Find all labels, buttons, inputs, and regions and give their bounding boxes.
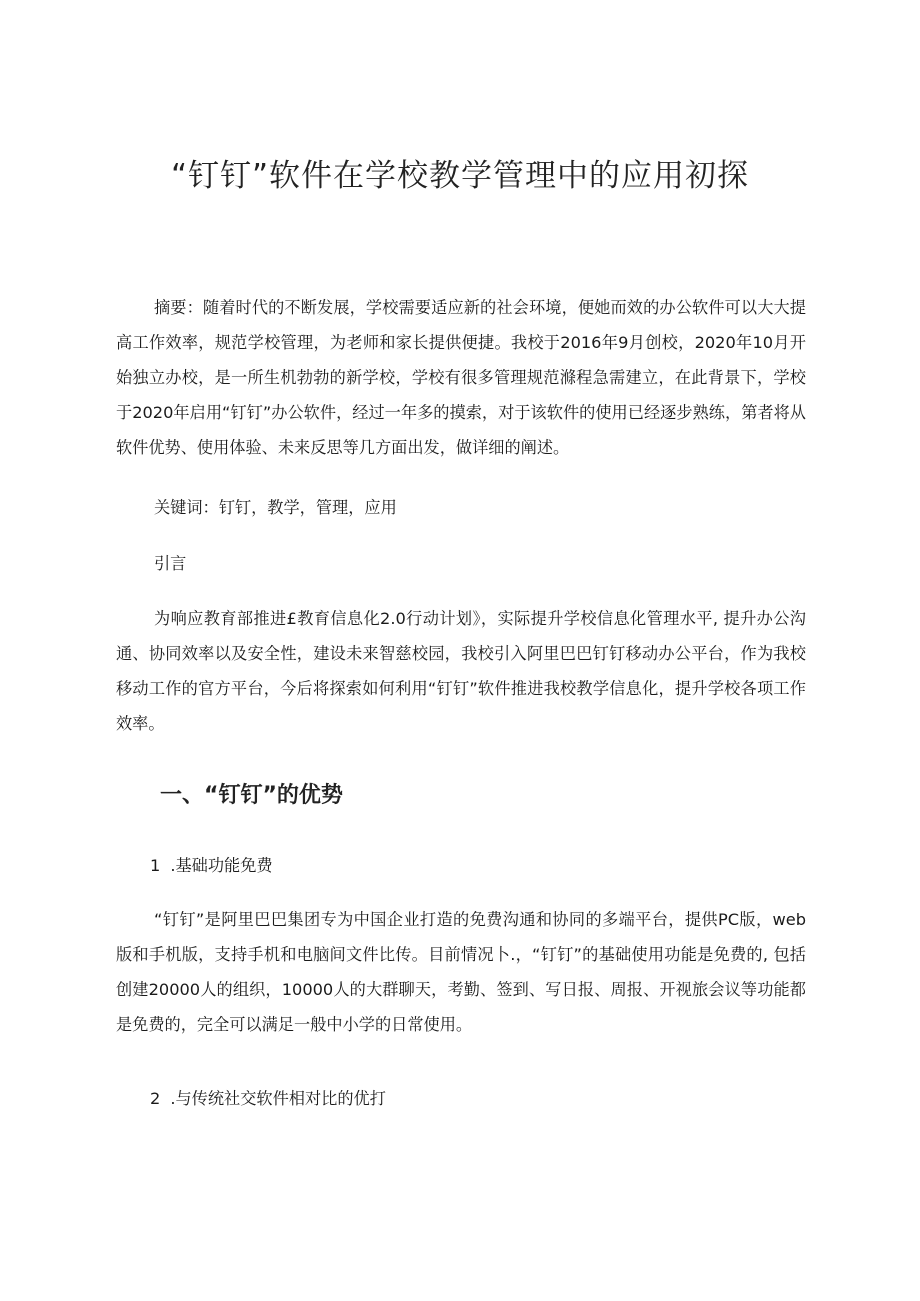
abstract-paragraph: 摘要：随着时代的不断发展，学校需要适应新的社会环境，便她而效的办公软件可以大大提高工作效率，规范学校管理，为老师和家长提供便捷。我校于2016年9月创校，2020年10月开始独立办校，是一所生机勃勃的新学校，学校有很多管理规范滌程急需建立，在此背景下，学校于2020年启用“钉钉”办公软件，经过一年多的摸索，对于该软件的使用已经逐步熟练，第者将从软件优势、使用体验、未来反思等几方面出发，做详细的阐述。 xyxy=(116,298,806,457)
free-features-paragraph: “钉钉”是阿里巴巴集团专为中国企业打造的免费沟通和协同的多端平台，提供PC版，web版和手机版，支持手机和电脑间文件比传。目前情况卜.，“钉钉”的基础使用功能是免费的, 包括创建20000人的组织，10000人的大群聊天，考勤、签到、写日报、周报、开视旅会议等功能都是免费的，完全可以满足一般中小学的日常使用。 xyxy=(116,910,806,1034)
subsection-title-2: .与传统社交软件相对比的优打 xyxy=(170,1089,386,1108)
document-title: “钉钉”软件在学校教学管理中的应用初探 xyxy=(170,158,750,194)
subsection-number-2: 2 xyxy=(150,1089,161,1108)
subsection-number-1: 1 xyxy=(150,856,161,875)
keywords-line: 关键词：钉钉，教学，管理，应用 xyxy=(154,498,397,517)
subsection-title-1: .基础功能免费 xyxy=(170,856,273,875)
subsection-heading-1 xyxy=(150,852,273,876)
subsection-heading-2 xyxy=(150,1085,386,1109)
intro-paragraph: 为响应教育部推进£教育信息化2.0行动计划》，实际提升学校信息化管理水平, 提升办公沟通、协同效率以及安全性，建设未来智慈校园，我校引入阿里巴巴钉钉移动办公平台，作为我校移动工作的官方平台，今后将探索如何利用“钉钉”软件推进我校教学信息化，提升学校各项工作效率。 xyxy=(116,609,806,733)
section-heading-advantages: 一、“钉钉”的优势 xyxy=(160,783,343,808)
intro-heading: 引言 xyxy=(154,554,187,573)
